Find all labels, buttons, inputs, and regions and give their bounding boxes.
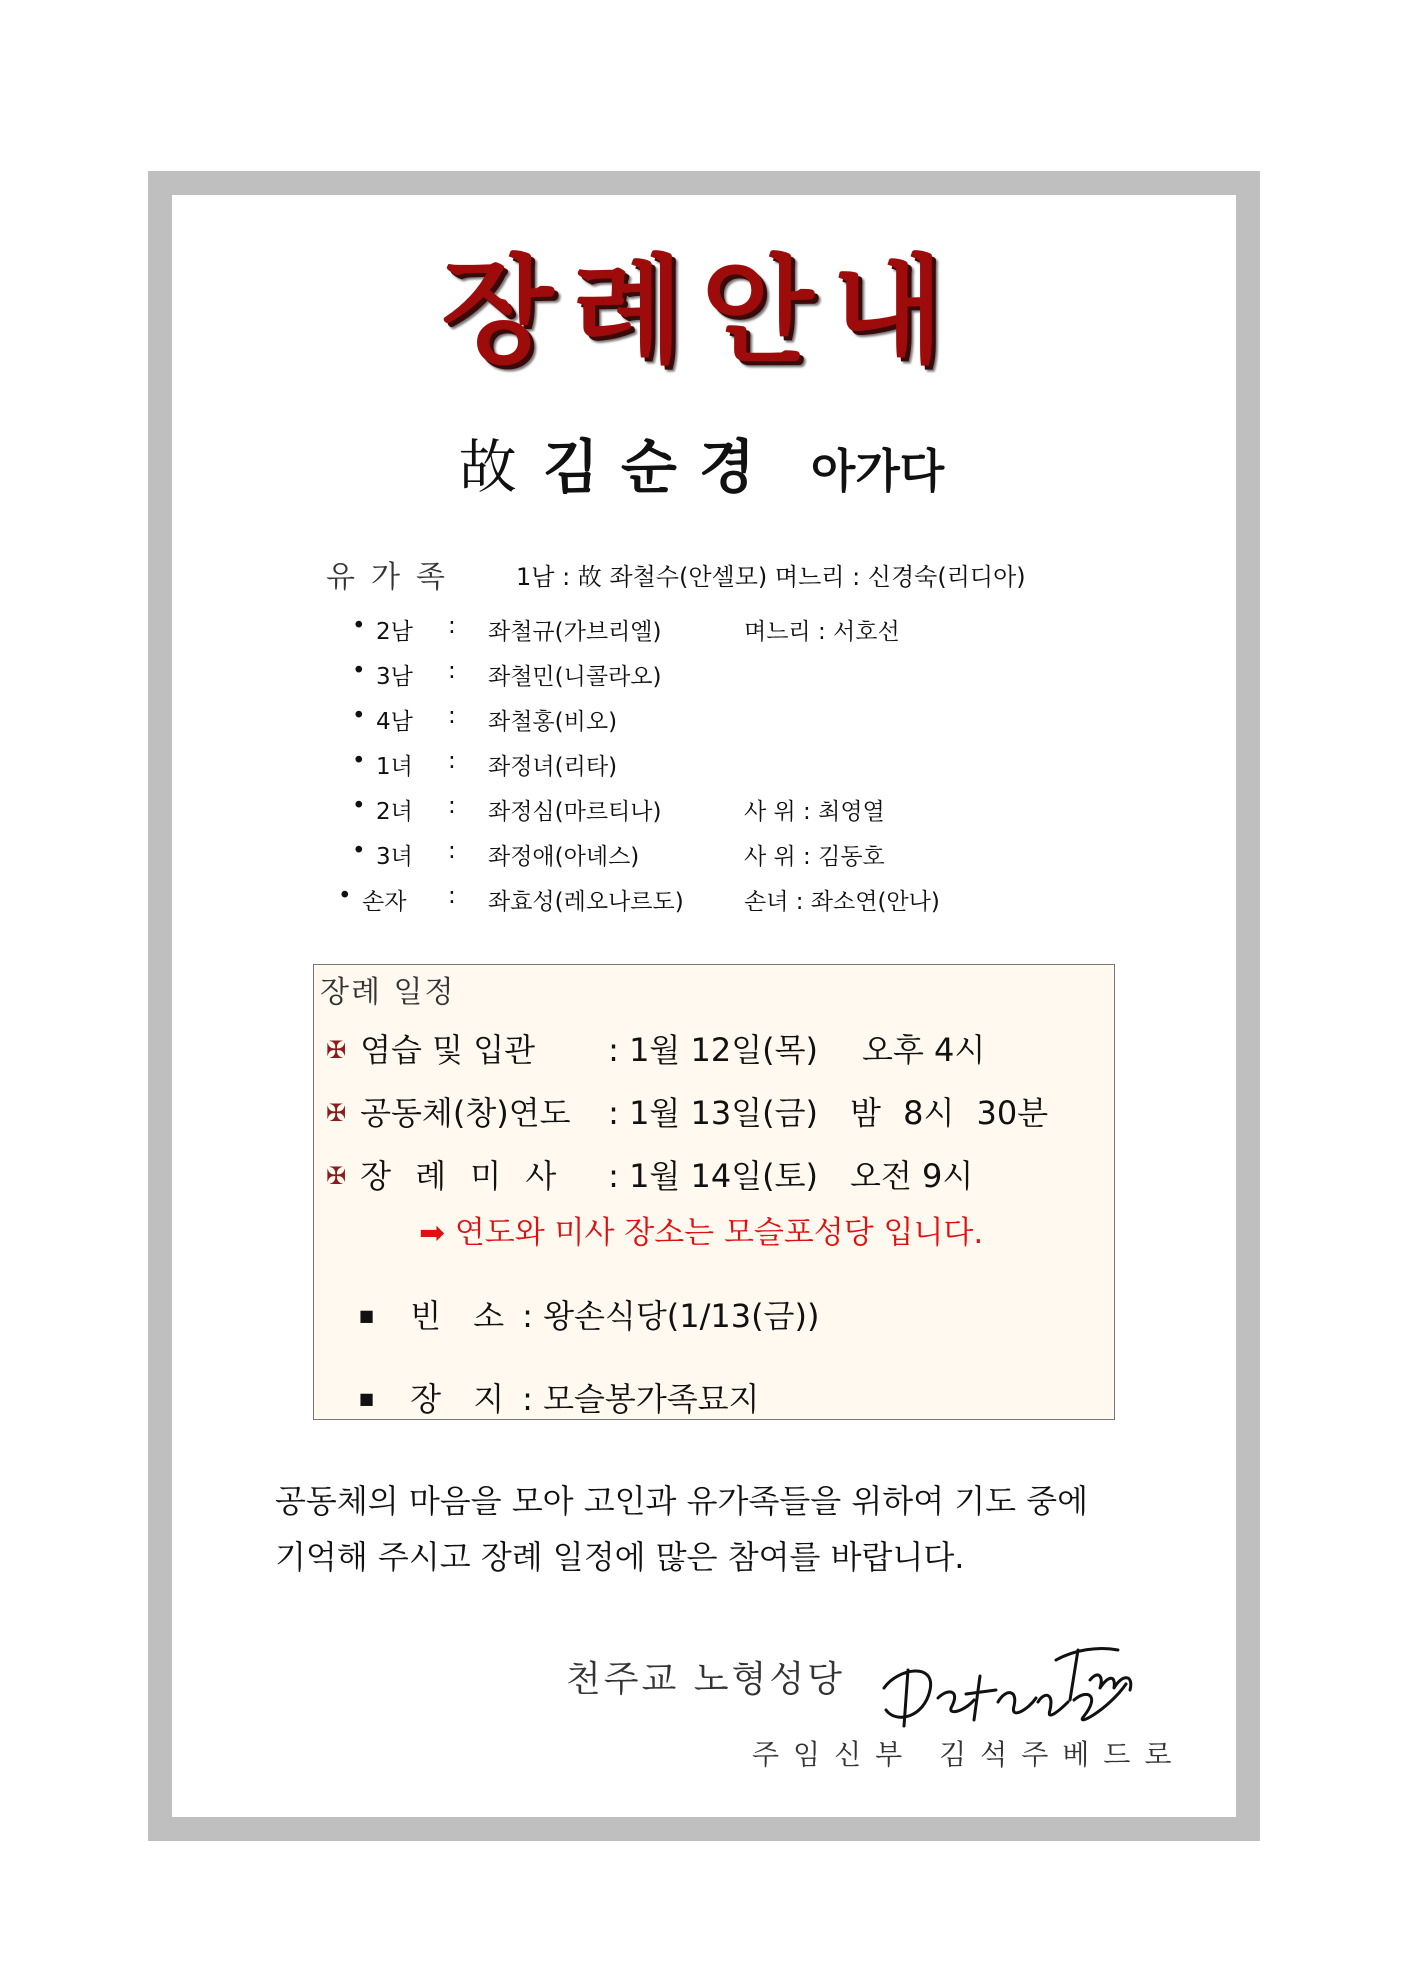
family-member-name: 좌정애(아녜스)	[488, 844, 640, 870]
bullet-icon: •	[352, 838, 366, 864]
parish-name: 천주교 노형성당	[566, 1659, 845, 1700]
cross-icon: ✠	[326, 1099, 347, 1127]
square-bullet-icon: ■	[359, 1306, 375, 1325]
family-in-law: 손녀 : 좌소연(안나)	[744, 889, 940, 915]
family-in-law: 사 위 : 최영열	[744, 799, 885, 825]
closing-line-2: 기억해 주시고 장례 일정에 많은 참여를 바랍니다.	[275, 1538, 965, 1576]
family-in-law: 사 위 : 김동호	[744, 844, 885, 870]
family-member-name: 좌철규(가브리엘)	[488, 619, 662, 645]
schedule-item-label: 장 례 미 사	[360, 1157, 557, 1195]
schedule-item-label: 공동체(창)연도	[360, 1094, 571, 1132]
family-relation: 2남	[376, 619, 413, 645]
family-colon: :	[448, 703, 456, 729]
family-colon: :	[448, 658, 456, 684]
family-relation: 손자	[362, 889, 407, 915]
schedule-item	[326, 1151, 973, 1197]
schedule-item-date: : 1월 14일(토)	[608, 1157, 819, 1195]
facility-value: : 모슬봉가족묘지	[522, 1380, 760, 1418]
schedule-item-date: : 1월 13일(금)	[608, 1094, 819, 1132]
signature	[878, 1640, 1146, 1740]
bullet-icon: •	[352, 613, 366, 639]
schedule-title: 장례 일정	[320, 975, 456, 1010]
family-label: 유가족	[326, 560, 461, 595]
closing-line-1: 공동체의 마음을 모아 고인과 유가족들을 위하여 기도 중에	[275, 1482, 1089, 1520]
family-relation: 2녀	[376, 799, 413, 825]
family-relation: 4남	[376, 709, 413, 735]
bullet-icon: •	[338, 883, 352, 909]
bullet-icon: •	[352, 658, 366, 684]
schedule-item-date: : 1월 12일(목)	[608, 1031, 819, 1069]
bullet-icon: •	[352, 748, 366, 774]
deceased-line	[0, 420, 1403, 504]
square-bullet-icon: ■	[359, 1389, 375, 1408]
family-member-name: 좌철민(니콜라오)	[488, 664, 662, 690]
schedule-item	[326, 1025, 985, 1071]
family-member-name: 좌정녀(리타)	[488, 754, 618, 780]
facility-label: 장 지	[410, 1380, 505, 1418]
location-notice: ➡ 연도와 미사 장소는 모슬포성당 입니다.	[419, 1215, 984, 1251]
family-member-name: 좌정심(마르티나)	[488, 799, 662, 825]
bullet-icon: •	[352, 793, 366, 819]
schedule-item-label: 염습 및 입관	[360, 1031, 536, 1069]
cross-icon: ✠	[326, 1036, 347, 1064]
family-colon: :	[448, 838, 456, 864]
facility-value: : 왕손식당(1/13(금))	[522, 1297, 820, 1335]
family-in-law: 며느리 : 서호선	[744, 619, 900, 645]
deceased-baptismal-name: 아가다	[810, 444, 945, 498]
schedule-item-time: 오후 4시	[862, 1031, 986, 1069]
family-member-name: 좌효성(레오나르도)	[488, 889, 684, 915]
facility-label: 빈 소	[410, 1297, 505, 1335]
deceased-prefix: 故	[458, 433, 517, 501]
family-colon: :	[448, 613, 456, 639]
page-title: 장례안내	[441, 244, 962, 379]
schedule-item-time: 오전 9시	[850, 1157, 974, 1195]
pastor-name: 주임신부 김석주베드로	[752, 1738, 1186, 1771]
family-first-line: 1남 : 故 좌철수(안셀모) 며느리 : 신경숙(리디아)	[516, 563, 1026, 591]
family-relation: 3남	[376, 664, 413, 690]
facility-item	[359, 1374, 759, 1420]
family-colon: :	[448, 748, 456, 774]
family-colon: :	[448, 793, 456, 819]
family-relation: 3녀	[376, 844, 413, 870]
schedule-box	[313, 964, 1115, 1420]
family-colon: :	[448, 883, 456, 909]
deceased-name: 김순경	[542, 433, 777, 501]
family-relation: 1녀	[376, 754, 413, 780]
cross-icon: ✠	[326, 1162, 347, 1190]
family-member-name: 좌철홍(비오)	[488, 709, 618, 735]
bullet-icon: •	[352, 703, 366, 729]
schedule-item-time: 밤 8시 30분	[850, 1094, 1049, 1132]
schedule-item	[326, 1088, 1048, 1134]
facility-item	[359, 1291, 819, 1337]
